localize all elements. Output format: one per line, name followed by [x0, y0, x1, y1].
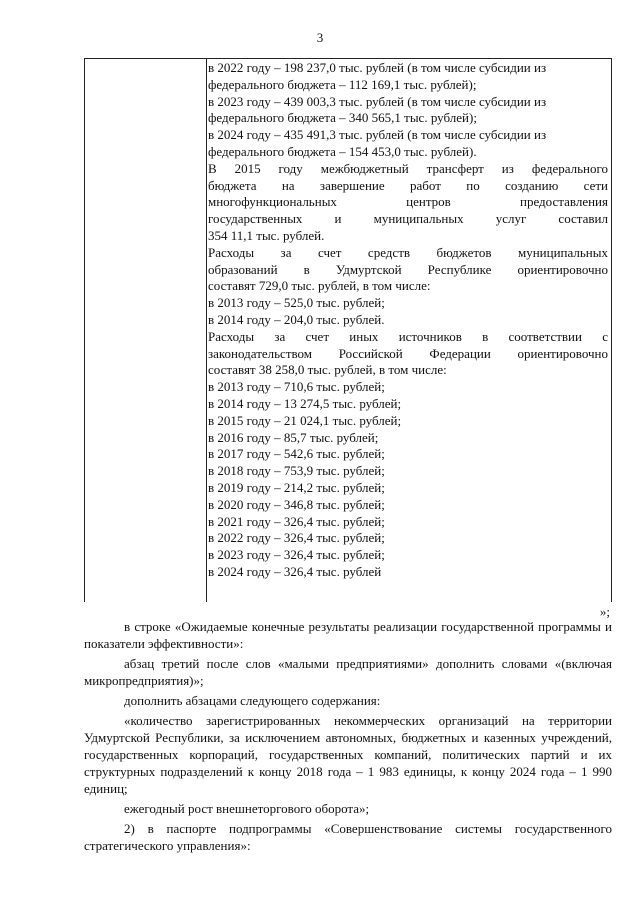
paragraph: дополнить абзацами следующего содержания:: [124, 693, 381, 708]
table-line: законодательством Российской Федерации ориентировочно: [208, 345, 608, 361]
table-line: в 2021 году – 326,4 тыс. рублей;: [208, 513, 385, 529]
table-line: в 2022 году – 198 237,0 тыс. рублей (в том числе субсидии из: [208, 60, 547, 75]
table-line: Расходы за счет иных источников в соответствии с: [208, 328, 608, 344]
table-line: в 2020 году – 346,8 тыс. рублей;: [208, 496, 385, 512]
table-line: в 2014 году – 13 274,5 тыс. рублей;: [208, 395, 402, 411]
table-line: в 2016 году – 85,7 тыс. рублей;: [208, 429, 379, 445]
table-line: в 2017 году – 542,6 тыс. рублей;: [208, 446, 385, 462]
table-line: в 2022 году – 326,4 тыс. рублей;: [208, 530, 385, 546]
table-line: федерального бюджета – 340 565,1 тыс. рублей);: [208, 110, 477, 126]
paragraph: в строке «Ожидаемые конечные результаты реализации государственной программы и показатели эффективности»:: [84, 619, 612, 651]
table-line: в 2023 году – 326,4 тыс. рублей;: [208, 547, 385, 563]
passport-table: [84, 58, 612, 602]
table-line: составят 38 258,0 тыс. рублей, в том числе:: [208, 362, 447, 378]
table-line: в 2023 году – 439 003,3 тыс. рублей (в том числе субсидии из: [208, 93, 547, 109]
table-line: образований в Удмуртской Республике ориентировочно: [208, 261, 608, 277]
table-line: бюджета на завершение работ по созданию сети: [208, 177, 608, 193]
table-line: многофункциональных центров предоставления: [208, 194, 608, 210]
table-line: Расходы за счет средств бюджетов муниципальных: [208, 244, 608, 260]
table-line: федерального бюджета – 154 453,0 тыс. рублей).: [208, 143, 477, 159]
table-line: в 2015 году – 21 024,1 тыс. рублей;: [208, 412, 402, 428]
table-line: в 2024 году – 326,4 тыс. рублей: [208, 563, 382, 579]
paragraph: ежегодный рост внешнеторгового оборота»;: [124, 801, 370, 816]
table-line: в 2024 году – 435 491,3 тыс. рублей (в том числе субсидии из: [208, 127, 547, 143]
table-line: В 2015 году межбюджетный трансферт из федерального: [208, 160, 608, 176]
table-line: в 2013 году – 710,6 тыс. рублей;: [208, 379, 385, 395]
table-line: в 2013 году – 525,0 тыс. рублей;: [208, 295, 385, 311]
paragraph: абзац третий после слов «малыми предприятиями» дополнить словами «(включая микропредприятия)»;: [84, 656, 612, 688]
table-line: государственных и муниципальных услуг составил: [208, 211, 608, 227]
table-line: в 2014 году – 204,0 тыс. рублей.: [208, 311, 385, 327]
financing-cell: [208, 60, 608, 581]
table-line: федерального бюджета – 112 169,1 тыс. рублей);: [208, 76, 477, 92]
closing-quote-mark: »;: [599, 604, 610, 619]
table-line: в 2018 году – 753,9 тыс. рублей;: [208, 463, 385, 479]
table-line: 354 11,1 тыс. рублей.: [208, 227, 325, 243]
paragraph: 2) в паспорте подпрограммы «Совершенствование системы государственного стратегического управления»:: [84, 821, 612, 853]
table-line: составят 729,0 тыс. рублей, в том числе:: [208, 278, 431, 294]
table-line: в 2019 году – 214,2 тыс. рублей;: [208, 479, 385, 495]
body-text: [84, 618, 612, 857]
column-divider: [206, 59, 207, 602]
paragraph: «количество зарегистрированных некоммерческих организаций на территории Удмуртской Республики, за исключением автономных, бюджетных и казенных учреждений, государственных корпораций, государственных компаний, политических партий и их структурных подразделений к концу 2018 года – 1 983 единицы, к концу 2024 года – 1 990 единиц;: [84, 713, 612, 796]
page-number: 3: [316, 30, 324, 45]
